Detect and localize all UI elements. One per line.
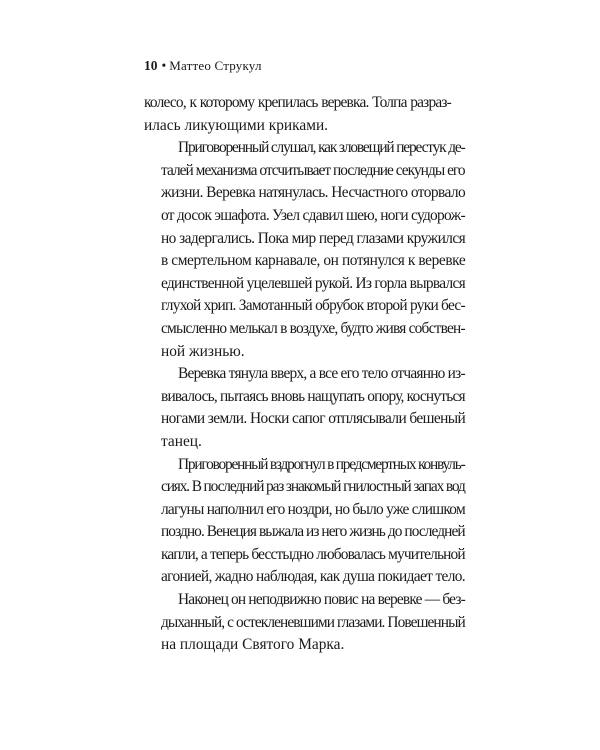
text-line: танец.	[161, 432, 202, 450]
paragraph-1	[144, 92, 451, 137]
text-line: от досок эшафота. Узел сдавил шею, ноги судорож-	[161, 206, 465, 224]
text-line: Приговоренный слушал, как зловещий перестук де-	[178, 139, 465, 157]
body-text	[144, 92, 466, 657]
running-head	[144, 58, 262, 74]
text-line: поздно. Венеция выжала из него жизнь до последней	[161, 523, 465, 541]
text-line: смысленно мелькал в воздухе, будто живя собствен-	[161, 319, 465, 337]
text-line: в смертельном карнавале, он потянулся к веревке	[161, 252, 466, 270]
text-line: ной жизнью.	[161, 342, 245, 360]
text-line: ногами земли. Носки сапог отплясывали бешеный	[161, 410, 466, 428]
text-line: илась ликующими криками.	[144, 116, 329, 134]
text-line: единственной уцелевшей рукой. Из горла вырвался	[161, 274, 465, 292]
text-line: на площади Святого Марка.	[161, 636, 345, 654]
paragraph-4	[144, 454, 466, 590]
text-line: сиях. В последний раз знакомый гнилостный запах вод	[161, 478, 465, 496]
text-line: но задергались. Пока мир перед глазами кружился	[161, 229, 466, 247]
text-line: глухой хрип. Замотанный обрубок второй руки бес-	[161, 297, 465, 315]
text-line: агонией, жадно наблюдая, как душа покидает тело.	[161, 568, 466, 586]
header-separator: •	[161, 58, 167, 73]
text-line: жизни. Веревка натянулась. Несчастного оторвало	[161, 184, 466, 202]
text-line: капли, а теперь бесстыдно любовалась мучительной	[161, 545, 465, 563]
author-name: Маттео Струкул	[169, 58, 262, 73]
text-line: колесо, к которому крепилась веревка. Толпа разраз-	[144, 94, 451, 111]
text-line: вивалось, пытаясь вновь нащупать опору, коснуться	[161, 387, 465, 405]
paragraph-3	[144, 363, 466, 453]
text-line: лагуны наполнил его ноздри, но было уже слишком	[161, 500, 465, 518]
text-line: талей механизма отсчитывает последние секунды его	[161, 161, 465, 179]
text-line: Приговоренный вздрогнул в предсмертных конвуль-	[178, 455, 465, 473]
paragraph-2	[144, 137, 466, 363]
text-line: Веревка тянула вверх, а все его тело отчаянно из-	[178, 365, 465, 383]
page-number: 10	[144, 58, 158, 73]
paragraph-5	[144, 589, 465, 657]
text-line: Наконец он неподвижно повис на веревке — без-	[178, 591, 465, 609]
text-line: дыханный, с остекленевшими глазами. Повешенный	[161, 613, 465, 631]
